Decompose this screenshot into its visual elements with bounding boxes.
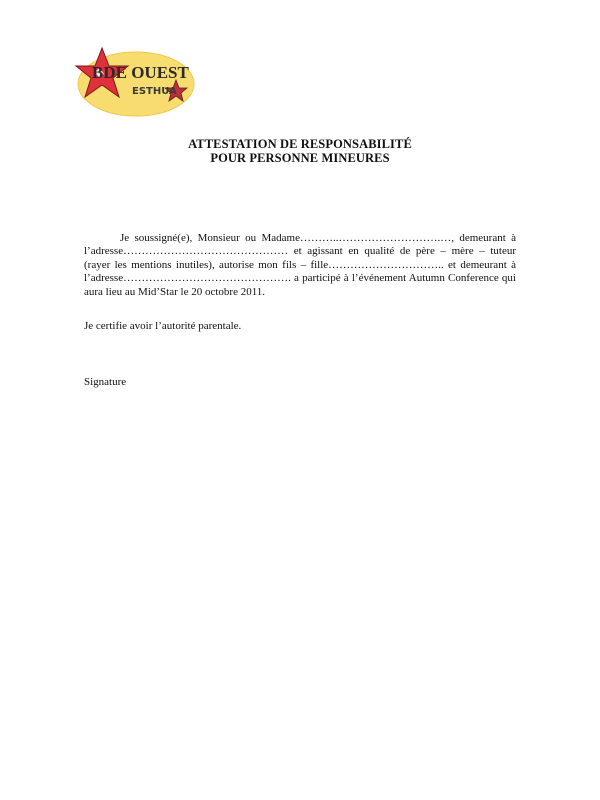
title-line-1: ATTESTATION DE RESPONSABILITÉ <box>188 137 412 151</box>
signature-label: Signature <box>84 376 127 388</box>
logo-text-line2: ESTHUA <box>132 86 177 97</box>
authorization-paragraph: Je soussigné(e), Monsieur ou Madame………..……………………….…, demeurant à l’adresse……………………………………… et agissant en qualité de père – mère – tuteur (rayer les mentions inutiles), autorise mon fils – fille………………………….. et demeurant à l’adresse………………………………………. a participé à l’événement Autumn Conference qui aura lieu au Mid’Star le 20 octobre 2011. <box>84 232 516 298</box>
document-title <box>0 137 600 165</box>
logo-graphic <box>72 46 196 118</box>
logo-text-line1: BDE OUEST <box>92 63 189 82</box>
bde-ouest-esthua-logo <box>72 46 196 118</box>
parental-authority-statement: Je certifie avoir l’autorité parentale. <box>84 320 242 332</box>
title-line-2: POUR PERSONNE MINEURES <box>210 151 390 165</box>
